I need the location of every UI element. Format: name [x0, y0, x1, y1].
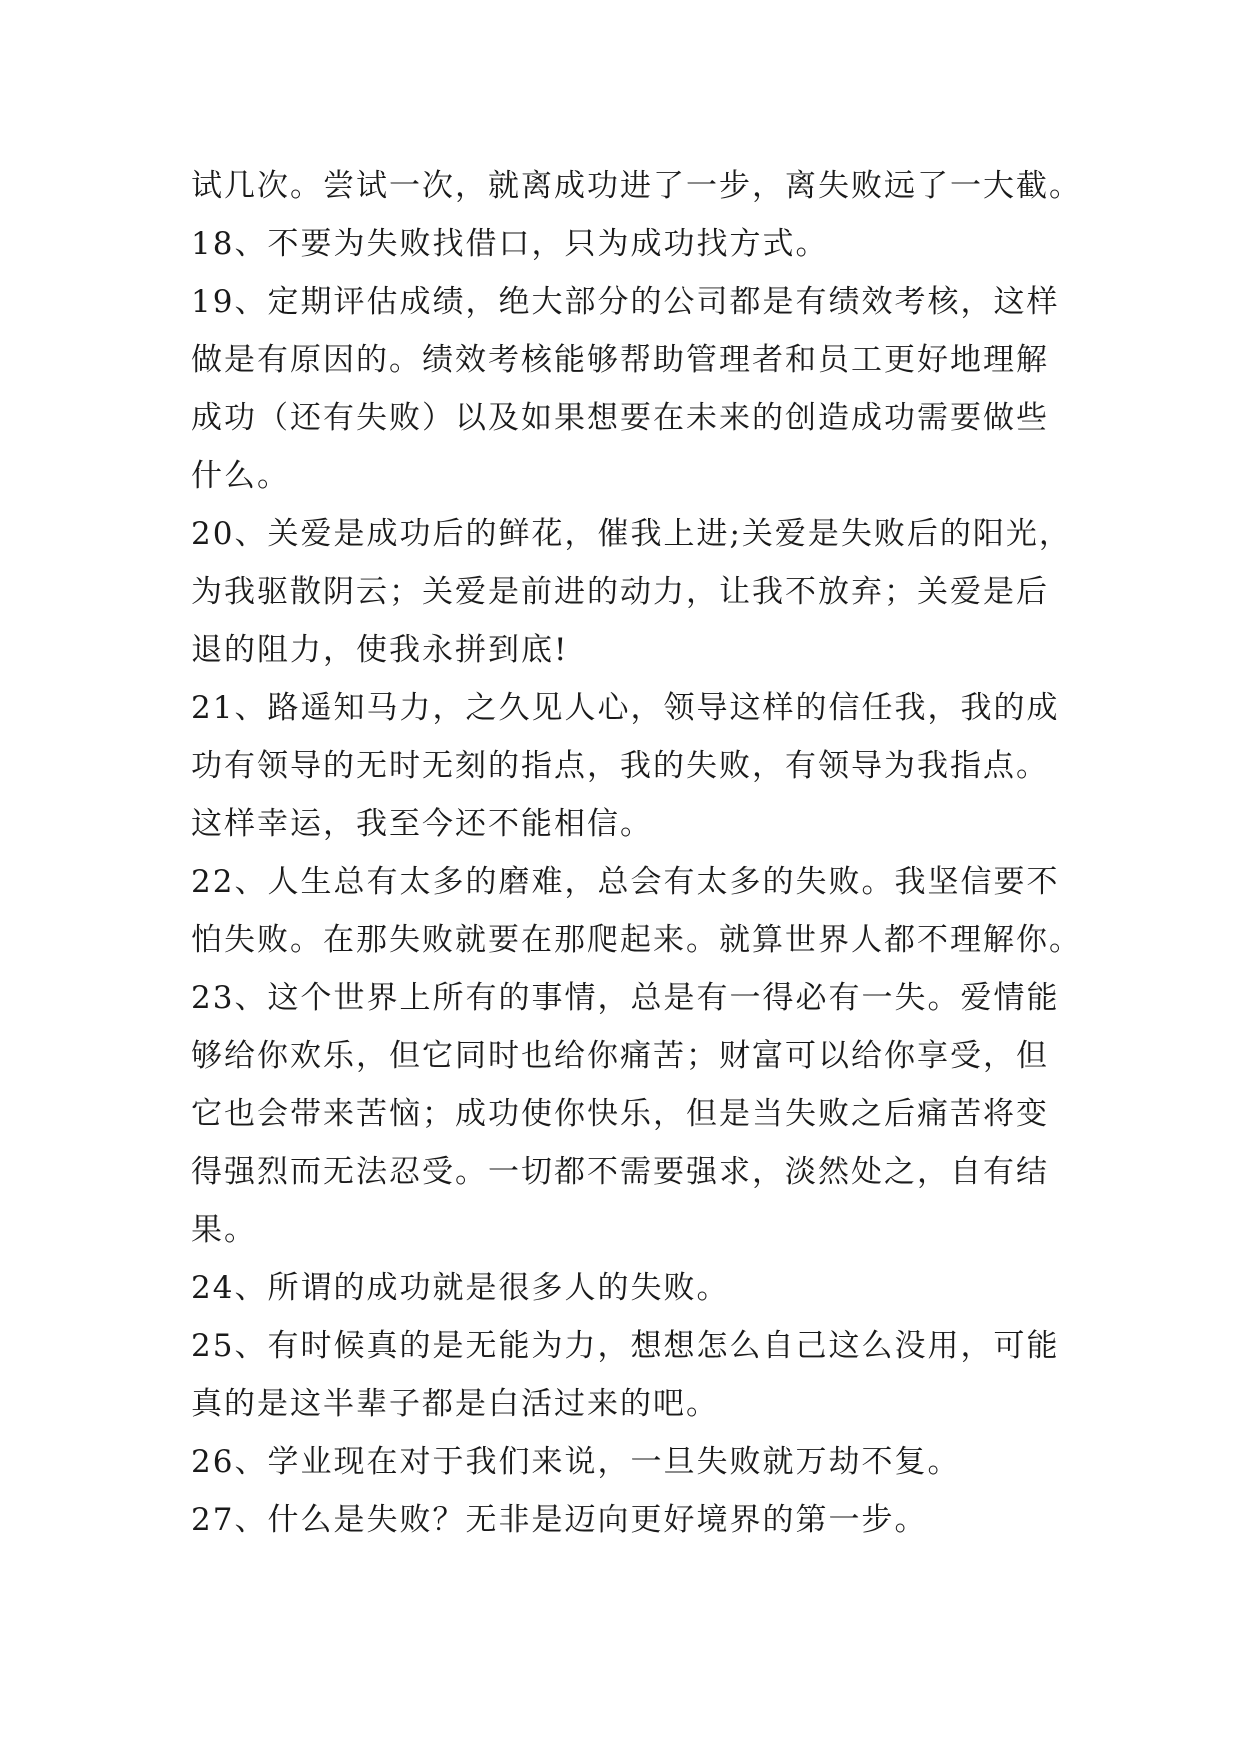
- text-line: 23、这个世界上所有的事情，总是有一得必有一失。爱情能: [191, 980, 1060, 1016]
- text-line: 这样幸运，我至今还不能相信。: [191, 806, 653, 842]
- text-line: 19、定期评估成绩，绝大部分的公司都是有绩效考核，这样: [191, 284, 1060, 320]
- text-line: 功有领导的无时无刻的指点，我的失败，有领导为我指点。: [191, 748, 1049, 784]
- text-line: 做是有原因的。绩效考核能够帮助管理者和员工更好地理解: [191, 342, 1049, 378]
- text-line: 20、关爱是成功后的鲜花，催我上进;关爱是失败后的阳光，: [191, 516, 1072, 552]
- text-line: 25、有时候真的是无能为力，想想怎么自己这么没用，可能: [191, 1328, 1060, 1364]
- text-line: 21、路遥知马力，之久见人心，领导这样的信任我，我的成: [191, 690, 1060, 726]
- text-line: 22、人生总有太多的磨难，总会有太多的失败。我坚信要不: [191, 864, 1060, 900]
- text-line: 24、所谓的成功就是很多人的失败。: [191, 1270, 730, 1306]
- document-body: [191, 157, 1091, 1549]
- text-line: 够给你欢乐，但它同时也给你痛苦；财富可以给你享受，但: [191, 1038, 1049, 1074]
- text-line: 退的阻力，使我永拼到底!: [191, 632, 569, 668]
- text-line: 它也会带来苦恼；成功使你快乐，但是当失败之后痛苦将变: [191, 1096, 1049, 1132]
- text-line: 得强烈而无法忍受。一切都不需要强求，淡然处之，自有结: [191, 1154, 1049, 1190]
- text-line: 真的是这半辈子都是白活过来的吧。: [191, 1386, 719, 1422]
- text-line: 果。: [191, 1212, 257, 1248]
- text-line: 27、什么是失败？无非是迈向更好境界的第一步。: [191, 1502, 928, 1538]
- text-line: 怕失败。在那失败就要在那爬起来。就算世界人都不理解你。: [191, 922, 1082, 958]
- text-line: 试几次。尝试一次，就离成功进了一步，离失败远了一大截。: [191, 168, 1082, 204]
- text-line: 成功（还有失败）以及如果想要在未来的创造成功需要做些: [191, 400, 1049, 436]
- text-line: 为我驱散阴云；关爱是前进的动力，让我不放弃；关爱是后: [191, 574, 1049, 610]
- text-line: 什么。: [191, 458, 290, 494]
- text-line: 18、不要为失败找借口，只为成功找方式。: [191, 226, 829, 262]
- text-line: 26、学业现在对于我们来说，一旦失败就万劫不复。: [191, 1444, 961, 1480]
